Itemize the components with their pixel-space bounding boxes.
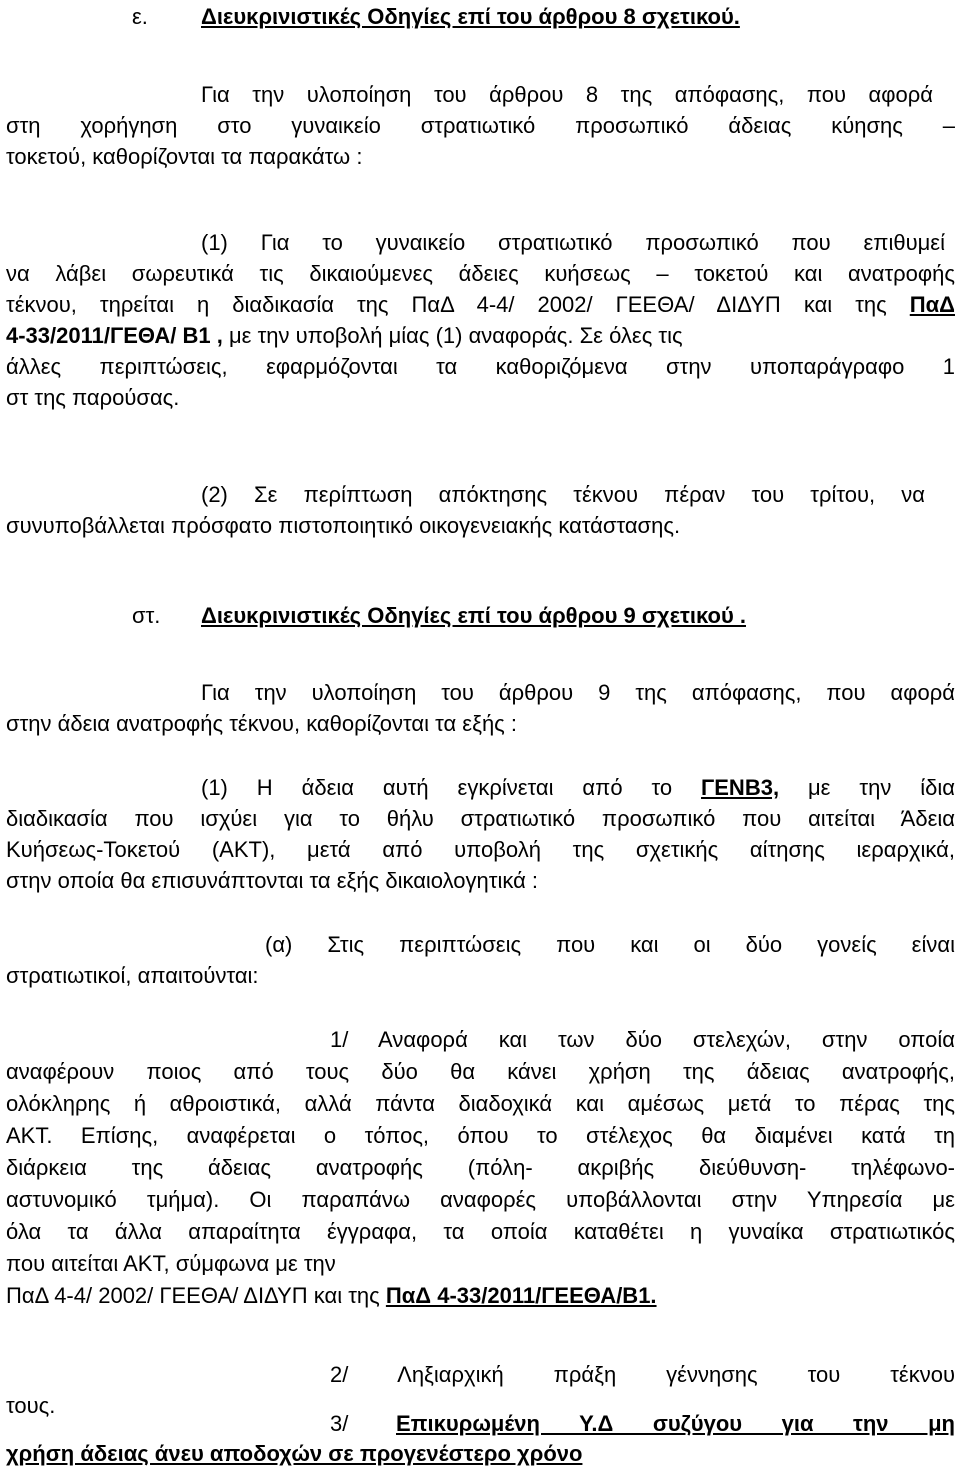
section-st-item1-line: αστυνομικό τμήμα). Οι παραπάνω αναφορές υποβάλλονται στην Υπηρεσία με [6,1187,955,1212]
section-e-intro-line: Για την υλοποίηση του άρθρου 8 της απόφασης, που αφορά [201,82,933,107]
section-st-item3-line: χρήση άδειας άνευ αποδοχών σε προγενέστερο χρόνο [6,1441,583,1466]
section-st-item1-line: ΑΚΤ. Επίσης, αναφέρεται ο τόπος, όπου το στέλεχος θα διαμένει κατά τη [6,1123,955,1148]
section-st-p1-line: διαδικασία που ισχύει για το θήλυ στρατιωτικό προσωπικό που αιτείται Άδεια [6,806,955,831]
section-st-item1-line: ολόκληρης ή αθροιστικά, αλλά πάντα διαδοχικά και αμέσως μετά το πέρας της [6,1091,955,1116]
section-st-item2-line: 2/ Ληξιαρχική πράξη γέννησης του τέκνου [330,1362,955,1387]
section-e-intro-line: στη χορήγηση στο γυναικείο στρατιωτικό προσωπικό άδειας κύησης – [6,113,955,138]
section-e-title: Διευκρινιστικές Οδηγίες επί του άρθρου 8 σχετικού. [201,4,740,29]
section-st-item2-line: τους. [6,1393,56,1418]
section-e-p1-line: να λάβει σωρευτικά τις δικαιούμενες άδειες κυήσεως – τοκετού και ανατροφής [6,261,955,286]
section-st-item1-line: αναφέρουν ποιος από τους δύο θα κάνει χρήση της άδειας ανατροφής, [6,1059,955,1084]
section-st-title: Διευκρινιστικές Οδηγίες επί του άρθρου 9 σχετικού . [201,603,746,628]
section-st-p1-line: στην οποία θα επισυνάπτονται τα εξής δικαιολογητικά : [6,868,539,893]
section-e-p2-line: (2) Σε περίπτωση απόκτησης τέκνου πέραν του τρίτου, να [201,482,925,507]
section-e-p1-line: τέκνου, τηρείται η διαδικασία της ΠαΔ 4-4/ 2002/ ΓΕΕΘΑ/ ΔΙΔΥΠ και της ΠαΔ [6,292,955,317]
section-st-intro-line: Για την υλοποίηση του άρθρου 9 της απόφασης, που αφορά [201,680,955,705]
section-st-intro-line: στην άδεια ανατροφής τέκνου, καθορίζονται τα εξής : [6,711,518,736]
section-st-item1-line: ΠαΔ 4-4/ 2002/ ΓΕΕΘΑ/ ΔΙΔΥΠ και της ΠαΔ 4-33/2011/ΓΕΕΘΑ/Β1. [6,1283,657,1308]
section-e-p1-line: 4-33/2011/ΓΕΘΑ/ Β1 , με την υποβολή μίας (1) αναφοράς. Σε όλες τις [6,323,683,348]
section-st-item1-line: 1/ Αναφορά και των δύο στελεχών, στην οποία [330,1027,955,1052]
section-st-p1-line: Κυήσεως-Τοκετού (ΑΚΤ), μετά από υποβολή της σχετικής αίτησης ιεραρχικά, [6,837,955,862]
section-st-item1-line: όλα τα άλλα απαραίτητα έγγραφα, τα οποία καταθέτει η γυναίκα στρατιωτικός [6,1219,955,1244]
section-st-item1-line: που αιτείται ΑΚΤ, σύμφωνα με την [6,1251,336,1276]
section-e-p1-line: άλλες περιπτώσεις, εφαρμόζονται τα καθοριζόμενα στην υποπαράγραφο 1 [6,354,955,379]
section-e-p2-line: συνυποβάλλεται πρόσφατο πιστοποιητικό οικογενειακής κατάστασης. [6,513,681,538]
section-st-alpha-line: (α) Στις περιπτώσεις που και οι δύο γονείς είναι [265,932,955,957]
section-st-marker: στ. [132,603,161,628]
section-e-marker: ε. [132,4,148,29]
section-e-p1-line: (1) Για το γυναικείο στρατιωτικό προσωπικό που επιθυμεί [201,230,945,255]
section-st-item1-line: διάρκεια της άδειας ανατροφής (πόλη- ακριβής διεύθυνση- τηλέφωνο- [6,1155,955,1180]
section-st-p1-line: (1) Η άδεια αυτή εγκρίνεται από το ΓΕΝΒ3, με την ίδια [201,775,955,800]
section-e-intro-line: τοκετού, καθορίζονται τα παρακάτω : [6,144,363,169]
section-st-alpha-line: στρατιωτικοί, απαιτούνται: [6,963,259,988]
section-st-item3-number: 3/ [330,1411,349,1436]
section-e-p1-line: στ της παρούσας. [6,385,180,410]
section-st-item3-line: Επικυρωμένη Υ.Δ συζύγου για την μη [396,1411,955,1436]
